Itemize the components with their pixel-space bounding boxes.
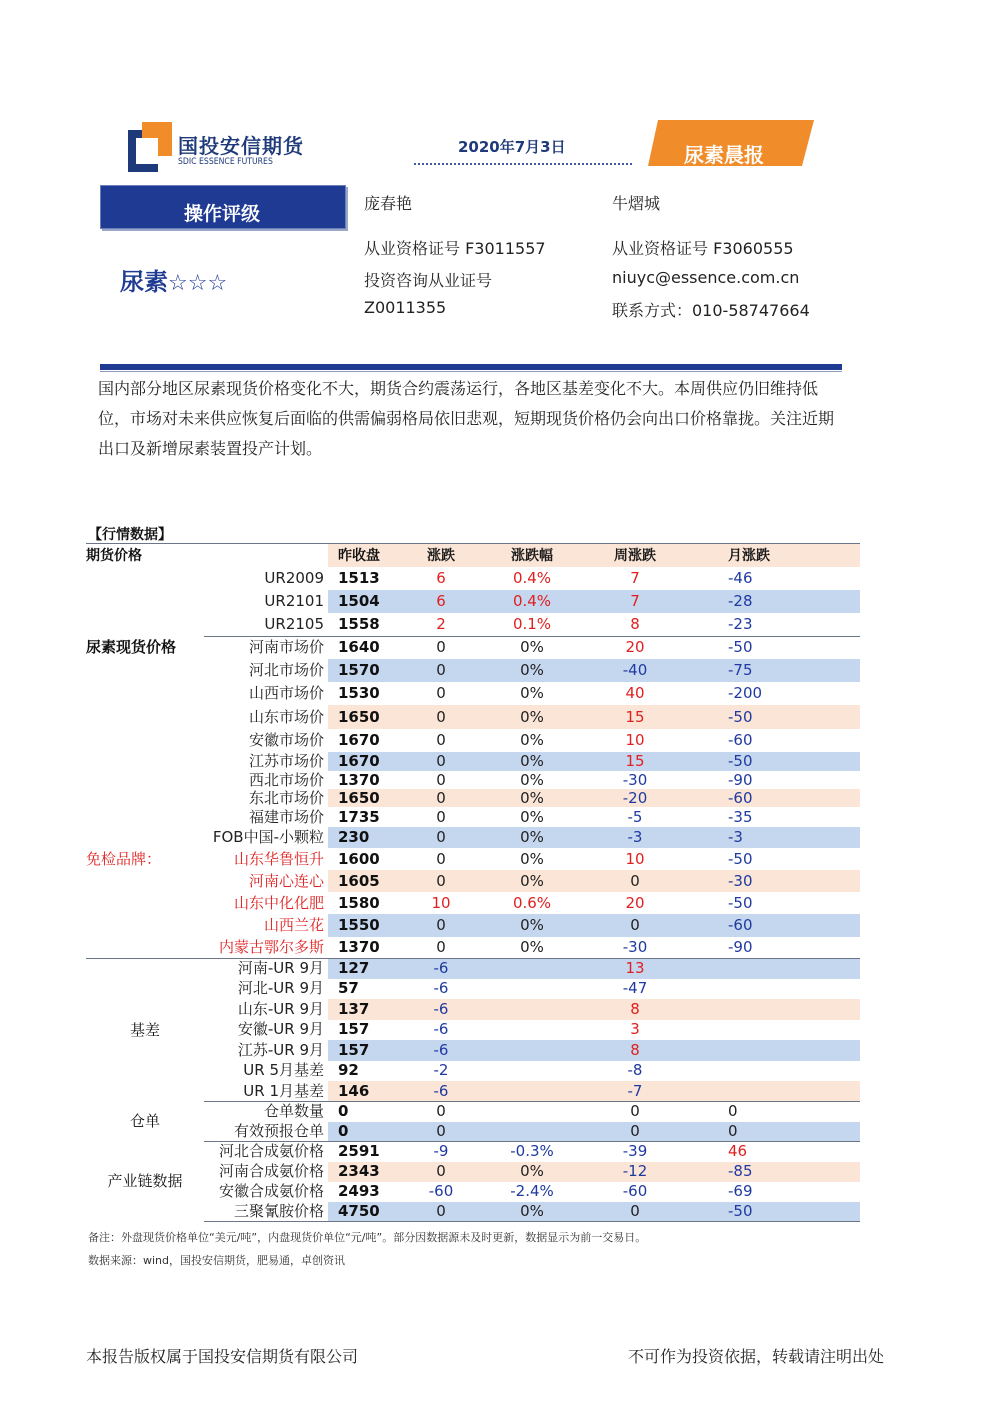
table-row: [86, 682, 860, 705]
cell-week-change: -5: [627, 807, 643, 826]
table-title: 【行情数据】: [88, 527, 172, 543]
cell-week-change: -3: [580, 827, 690, 848]
analyst-1-advisory-id: Z0011355: [364, 298, 447, 317]
cell-prev-close: 1530: [338, 684, 380, 702]
table-row: [86, 636, 860, 659]
cell-week-change: 10: [625, 849, 645, 868]
row-label: UR2009: [264, 569, 324, 587]
cell-change-pct: -0.3%: [510, 1142, 554, 1161]
cell-change-pct: 0.1%: [484, 613, 580, 636]
footer-disclaimer: 不可作为投资依据，转载请注明出处: [628, 1347, 885, 1366]
cell-change: 0: [436, 684, 446, 702]
cell-change-pct: 0.4%: [484, 590, 580, 613]
cell-month-change: -85: [690, 1162, 860, 1182]
cell-change: 6: [436, 569, 446, 587]
company-name-en: SDIC ESSENCE FUTURES: [178, 157, 273, 167]
category-futures: 期货价格: [86, 544, 204, 568]
cell-month-change: [690, 958, 860, 979]
cell-week-change: 0: [580, 1122, 690, 1142]
cell-change-pct: 0%: [520, 807, 544, 826]
cell-month-change: -75: [690, 659, 860, 682]
row-label: 江苏-UR 9月: [237, 1040, 324, 1059]
col-month-change: 月涨跌: [690, 544, 860, 568]
cell-week-change: 0: [580, 914, 690, 937]
category-chain: 产业链数据: [107, 1172, 183, 1190]
cell-week-change: 7: [630, 569, 640, 587]
cell-week-change: -60: [622, 1182, 648, 1200]
row-label: 河南-UR 9月: [237, 959, 324, 977]
cell-change: 0: [398, 1122, 484, 1142]
cell-week-change: -30: [622, 771, 648, 789]
analyst-2-email: niuyc@essence.com.cn: [612, 268, 800, 287]
company-logo-mark: [128, 122, 172, 172]
cell-change-pct: -2.4%: [510, 1182, 554, 1200]
cell-month-change: -60: [690, 789, 860, 807]
cell-prev-close: 92: [338, 1061, 359, 1080]
cell-change-pct: 0%: [520, 638, 544, 657]
cell-month-change: -200: [728, 684, 763, 702]
row-label: 河北合成氨价格: [218, 1142, 324, 1161]
cell-month-change: 0: [728, 1102, 738, 1121]
row-label: 河南合成氨价格: [218, 1162, 324, 1180]
cell-change: 0: [398, 827, 484, 848]
cell-change: 0: [436, 638, 446, 657]
cell-change-pct: 0.6%: [512, 893, 552, 912]
cell-change: 0: [398, 752, 484, 771]
cell-prev-close: 157: [338, 1020, 370, 1039]
cell-prev-close: 157: [328, 1040, 398, 1061]
cell-prev-close: 127: [328, 958, 398, 979]
row-label: 山西兰花: [263, 916, 324, 934]
company-name-cn: 国投安信期货: [178, 134, 304, 158]
rating-label: 操作评级: [183, 203, 260, 225]
table-row: [86, 567, 860, 590]
cell-prev-close: 146: [328, 1081, 398, 1102]
row-label: 安徽-UR 9月: [237, 1020, 324, 1039]
cell-change: 0: [398, 705, 484, 729]
cell-week-change: -47: [622, 979, 648, 998]
table-row: [86, 705, 860, 729]
row-label: 三聚氰胺价格: [204, 1202, 328, 1222]
cell-month-change: [690, 1081, 860, 1102]
cell-month-change: -35: [728, 807, 753, 826]
cell-change-pct: 0%: [484, 789, 580, 807]
analyst-2-cert: 从业资格证号 F3060555: [612, 239, 794, 258]
cell-week-change: 8: [580, 999, 690, 1020]
cell-change-pct: [484, 1020, 580, 1041]
table-row: [86, 937, 860, 958]
table-row: [86, 729, 860, 752]
cell-change-pct: 0%: [520, 771, 544, 789]
cell-prev-close: 1640: [338, 638, 380, 657]
row-label: 山东华鲁恒升: [233, 849, 324, 868]
cell-week-change: 0: [580, 870, 690, 892]
analyst-2-phone: 联系方式：010-58747664: [612, 301, 810, 320]
cell-month-change: -69: [728, 1182, 753, 1200]
row-label: UR2105: [204, 613, 328, 636]
cell-month-change: 46: [728, 1142, 748, 1161]
rating-product-name: 尿素: [120, 268, 168, 296]
remark-note: 备注：外盘现货价格单位“美元/吨”，内盘现货价单位“元/吨”。部分因数据源未及时更新，数据显示为前一交易日。: [88, 1231, 647, 1244]
cell-change-pct: [484, 1081, 580, 1102]
cell-change-pct: 0%: [520, 731, 544, 749]
cell-change-pct: 0%: [484, 870, 580, 892]
cell-change: 2: [398, 613, 484, 636]
table-header-row: [86, 544, 860, 568]
cell-change-pct: 0%: [484, 752, 580, 771]
cell-change: -6: [433, 979, 449, 998]
cell-prev-close: 1600: [338, 849, 380, 868]
row-label: 河北-UR 9月: [237, 979, 324, 998]
cell-prev-close: 137: [328, 999, 398, 1020]
table-row: [86, 1142, 860, 1162]
cell-change: -6: [398, 999, 484, 1020]
row-label: UR2101: [264, 592, 324, 610]
cell-prev-close: 2343: [328, 1162, 398, 1182]
row-label: FOB中国-小颗粒: [212, 828, 324, 846]
cell-change: -60: [428, 1182, 454, 1200]
cell-week-change: 20: [625, 638, 645, 657]
cell-change-pct: [484, 1061, 580, 1082]
cell-change: 0: [436, 807, 446, 826]
row-label: UR 5月基差: [243, 1061, 324, 1080]
cell-prev-close: 0: [338, 1102, 349, 1121]
category-spot: 尿素现货价格: [86, 638, 177, 656]
cell-prev-close: 1735: [338, 807, 380, 826]
cell-week-change: -20: [580, 789, 690, 807]
section-divider-thin: [100, 371, 842, 372]
cell-change: -6: [398, 1040, 484, 1061]
cell-change: 0: [398, 870, 484, 892]
cell-prev-close: 1504: [328, 590, 398, 613]
cell-week-change: -12: [580, 1162, 690, 1182]
cell-change-pct: [484, 1122, 580, 1142]
cell-week-change: 15: [580, 705, 690, 729]
rating-product: [120, 262, 227, 297]
data-source-note: 数据来源：wind，国投安信期货，肥易通，卓创资讯: [88, 1254, 346, 1267]
row-label: 福建市场价: [248, 807, 324, 826]
row-label: 山西市场价: [248, 684, 324, 702]
cell-change: -6: [398, 958, 484, 979]
table-row: [86, 752, 860, 771]
cell-prev-close: 1670: [328, 752, 398, 771]
cell-change: 0: [436, 849, 446, 868]
cell-week-change: 13: [580, 958, 690, 979]
cell-week-change: -8: [627, 1061, 643, 1080]
category-free-brand: 免检品牌：: [86, 849, 162, 868]
cell-week-change: 0: [580, 1202, 690, 1222]
cell-week-change: 7: [580, 590, 690, 613]
cell-change-pct: 0%: [484, 659, 580, 682]
cell-month-change: -50: [728, 849, 753, 868]
cell-week-change: 15: [580, 752, 690, 771]
category-basis: 基差: [129, 1020, 160, 1039]
cell-week-change: 10: [625, 731, 645, 749]
rating-stars: ☆☆☆: [168, 271, 228, 296]
cell-month-change: -60: [728, 731, 753, 749]
row-label: 内蒙古鄂尔多斯: [204, 937, 328, 958]
cell-change: 0: [398, 659, 484, 682]
cell-change: 0: [436, 1102, 446, 1121]
row-label: 山东市场价: [248, 707, 324, 726]
row-label: 安徽市场价: [248, 731, 324, 749]
date-underline: [414, 163, 632, 165]
row-label: 河南心连心: [248, 871, 324, 890]
cell-month-change: 0: [690, 1122, 860, 1142]
cell-month-change: -50: [728, 638, 753, 657]
cell-change-pct: 0%: [520, 684, 544, 702]
cell-change: -6: [398, 1081, 484, 1102]
cell-month-change: [690, 1040, 860, 1061]
cell-month-change: -50: [690, 752, 860, 771]
cell-week-change: 3: [630, 1020, 640, 1039]
cell-prev-close: 1605: [328, 870, 398, 892]
row-label: 山东-UR 9月: [237, 999, 324, 1018]
table-row: [86, 827, 860, 848]
row-label: 东北市场价: [248, 789, 324, 807]
row-label: 安徽合成氨价格: [218, 1182, 324, 1200]
cell-week-change: -7: [580, 1081, 690, 1102]
row-label: 西北市场价: [248, 771, 324, 789]
cell-prev-close: 1650: [328, 705, 398, 729]
row-label: 山东中化化肥: [233, 893, 324, 912]
cell-prev-close: 230: [328, 827, 398, 848]
cell-month-change: [690, 1061, 860, 1082]
cell-week-change: 0: [630, 1102, 640, 1121]
cell-month-change: -3: [690, 827, 860, 848]
cell-change-pct: 0%: [520, 849, 544, 868]
table-row: [86, 659, 860, 682]
cell-month-change: -50: [690, 1202, 860, 1222]
cell-change: 0: [398, 914, 484, 937]
cell-month-change: [690, 979, 860, 1000]
cell-change-pct: 0%: [484, 827, 580, 848]
cell-week-change: -39: [622, 1142, 648, 1161]
cell-prev-close: 2591: [338, 1142, 380, 1161]
cell-change-pct: 0%: [484, 1202, 580, 1222]
cell-month-change: -28: [690, 590, 860, 613]
cell-prev-close: 2493: [338, 1182, 380, 1200]
cell-change-pct: [484, 979, 580, 1000]
table-row: [86, 870, 860, 892]
cell-prev-close: 1370: [328, 937, 398, 958]
report-title: 尿素晨报: [684, 143, 764, 167]
cell-change-pct: [484, 958, 580, 979]
cell-change-pct: 0%: [484, 937, 580, 958]
col-change: 涨跌: [398, 544, 484, 568]
table-row: [86, 771, 860, 789]
cell-change: -2: [433, 1061, 449, 1080]
cell-change: 0: [398, 937, 484, 958]
cell-prev-close: 1670: [338, 731, 380, 749]
footer-copyright: 本报告版权属于国投安信期货有限公司: [86, 1347, 359, 1366]
cell-change-pct: 0%: [484, 1162, 580, 1182]
analyst-1-name: 庞春艳: [364, 194, 413, 213]
cell-change: 0: [436, 731, 446, 749]
col-prev-close: 昨收盘: [328, 544, 398, 568]
cell-week-change: 20: [625, 893, 645, 912]
section-divider: [100, 364, 842, 370]
cell-week-change: -30: [580, 937, 690, 958]
table-row: [86, 892, 860, 914]
table-row: [86, 914, 860, 937]
cell-change-pct: [484, 1040, 580, 1061]
table-row: [86, 848, 860, 870]
row-label: 江苏市场价: [248, 752, 324, 770]
col-change-pct: 涨跌幅: [484, 544, 580, 568]
cell-week-change: -40: [580, 659, 690, 682]
row-label: UR 1月基差: [204, 1081, 328, 1102]
cell-month-change: -30: [690, 870, 860, 892]
market-data-table: [86, 543, 860, 1222]
cell-change-pct: 0%: [484, 914, 580, 937]
table-row: [86, 958, 860, 979]
cell-change-pct: 0.4%: [512, 569, 552, 587]
analyst-1-advisory: 投资咨询从业证号: [364, 271, 493, 290]
cell-prev-close: 1558: [328, 613, 398, 636]
cell-month-change: -46: [728, 569, 753, 587]
cell-week-change: 8: [580, 613, 690, 636]
cell-week-change: 40: [625, 684, 645, 702]
cell-change: 0: [398, 1162, 484, 1182]
row-label: 仓单数量: [263, 1102, 324, 1121]
market-summary: 国内部分地区尿素现货价格变化不大，期货合约震荡运行，各地区基差变化不大。本周供应仍旧维持低位，市场对未来供应恢复后面临的供需偏弱格局依旧悲观，短期现货价格仍会向出口价格靠拢。关注近期出口及新增尿素装置投产计划。: [98, 379, 835, 458]
cell-change: 10: [431, 893, 451, 912]
cell-prev-close: 1570: [328, 659, 398, 682]
cell-month-change: -23: [690, 613, 860, 636]
cell-change: 0: [436, 771, 446, 789]
cell-change-pct: 0%: [484, 705, 580, 729]
cell-prev-close: 1650: [328, 789, 398, 807]
analyst-1-cert: 从业资格证号 F3011557: [364, 239, 546, 258]
cell-month-change: -90: [690, 937, 860, 958]
table-row: [86, 1102, 860, 1122]
col-week-change: 周涨跌: [580, 544, 690, 568]
table-row: [86, 807, 860, 827]
table-row: [86, 789, 860, 807]
cell-change: 6: [398, 590, 484, 613]
cell-month-change: -50: [728, 893, 753, 912]
cell-prev-close: 57: [338, 979, 359, 998]
row-label: 河北市场价: [248, 661, 324, 679]
cell-prev-close: 1370: [338, 771, 380, 789]
cell-prev-close: 1550: [328, 914, 398, 937]
category-warehouse: 仓单: [129, 1112, 160, 1130]
cell-prev-close: 1513: [338, 569, 380, 587]
cell-week-change: 8: [580, 1040, 690, 1061]
analyst-2-name: 牛熠城: [612, 194, 661, 213]
cell-change: -9: [433, 1142, 449, 1161]
cell-month-change: -90: [728, 771, 753, 789]
cell-change: 0: [398, 789, 484, 807]
cell-month-change: [690, 1020, 860, 1041]
cell-change: -6: [433, 1020, 449, 1039]
cell-change-pct: [484, 999, 580, 1020]
row-label: 河南市场价: [248, 638, 324, 657]
cell-prev-close: 0: [328, 1122, 398, 1142]
cell-prev-close: 4750: [328, 1202, 398, 1222]
row-label: 有效预报仓单: [204, 1122, 328, 1142]
cell-change: 0: [398, 1202, 484, 1222]
cell-month-change: -50: [690, 705, 860, 729]
cell-month-change: [690, 999, 860, 1020]
cell-prev-close: 1580: [338, 893, 380, 912]
cell-change-pct: [484, 1102, 580, 1122]
cell-month-change: -60: [690, 914, 860, 937]
report-date: 2020年7月3日: [458, 138, 566, 156]
